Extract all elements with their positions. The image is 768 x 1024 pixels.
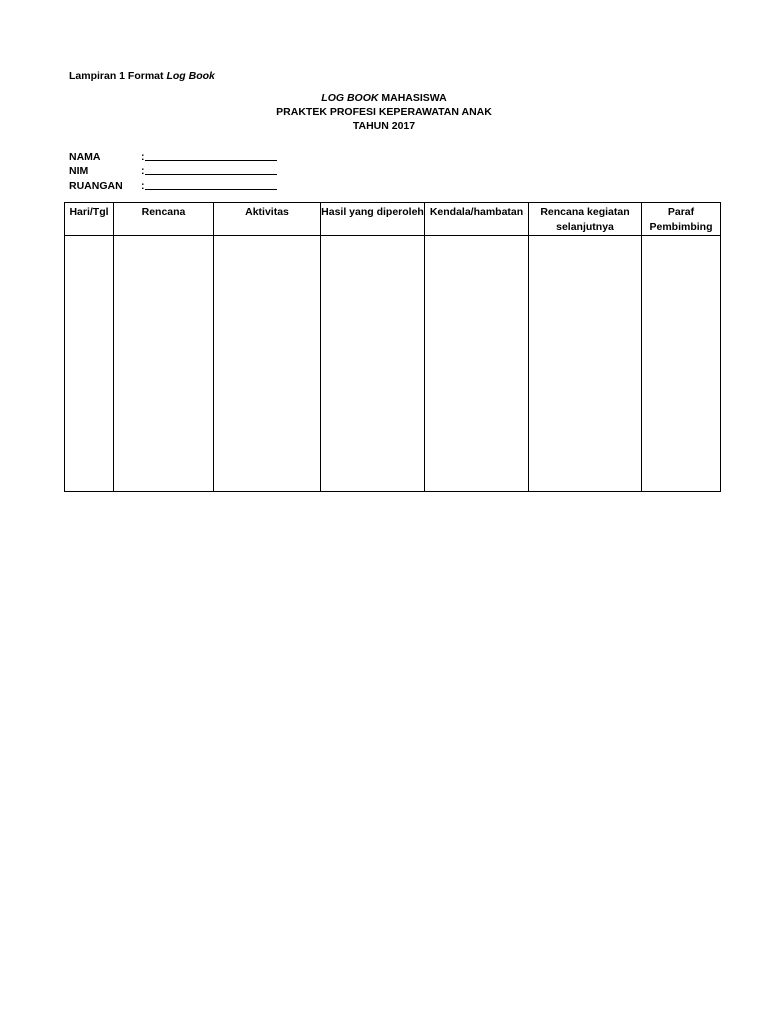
cell-kendala[interactable] xyxy=(425,236,529,492)
field-label-ruangan: RUANGAN xyxy=(69,179,123,192)
header-paraf: Paraf Pembimbing xyxy=(642,203,721,236)
cell-hasil[interactable] xyxy=(321,236,425,492)
appendix-caption xyxy=(69,70,215,82)
header-aktivitas: Aktivitas xyxy=(214,203,321,236)
cell-rencana-kegiatan[interactable] xyxy=(529,236,642,492)
field-colon: : xyxy=(141,165,145,177)
cell-rencana[interactable] xyxy=(114,236,214,492)
title-italic: LOG BOOK xyxy=(321,92,379,104)
field-ruangan xyxy=(69,177,277,192)
header-rencana: Rencana xyxy=(114,203,214,236)
field-input-ruangan[interactable] xyxy=(145,180,277,190)
cell-paraf[interactable] xyxy=(642,236,721,492)
cell-aktivitas[interactable] xyxy=(214,236,321,492)
field-nim xyxy=(69,163,277,178)
header-kendala: Kendala/hambatan xyxy=(425,203,529,236)
field-input-nim[interactable] xyxy=(145,165,277,175)
log-table xyxy=(64,202,721,492)
cell-hari-tgl[interactable] xyxy=(65,236,114,492)
title-line-3: TAHUN 2017 xyxy=(352,120,416,132)
table-row xyxy=(65,236,721,492)
title-line-2: PRAKTEK PROFESI KEPERAWATAN ANAK xyxy=(276,106,492,118)
header-hari-tgl: Hari/Tgl xyxy=(65,203,114,236)
caption-italic: Log Book xyxy=(166,70,215,82)
table-header-row xyxy=(65,203,721,236)
title-line-1-rest: MAHASISWA xyxy=(378,92,447,104)
field-label-nim: NIM xyxy=(69,165,89,177)
header-hasil: Hasil yang diperoleh xyxy=(321,203,425,236)
field-nama xyxy=(69,148,277,163)
student-fields xyxy=(69,148,277,192)
field-label-nama: NAMA xyxy=(69,150,101,163)
caption-prefix: Lampiran 1 Format xyxy=(69,70,167,82)
field-input-nama[interactable] xyxy=(145,151,277,161)
header-rencana-kegiatan: Rencana kegiatan selanjutnya xyxy=(529,203,642,236)
field-colon: : xyxy=(141,150,145,163)
field-colon: : xyxy=(141,179,145,192)
title-line-1 xyxy=(0,92,768,104)
